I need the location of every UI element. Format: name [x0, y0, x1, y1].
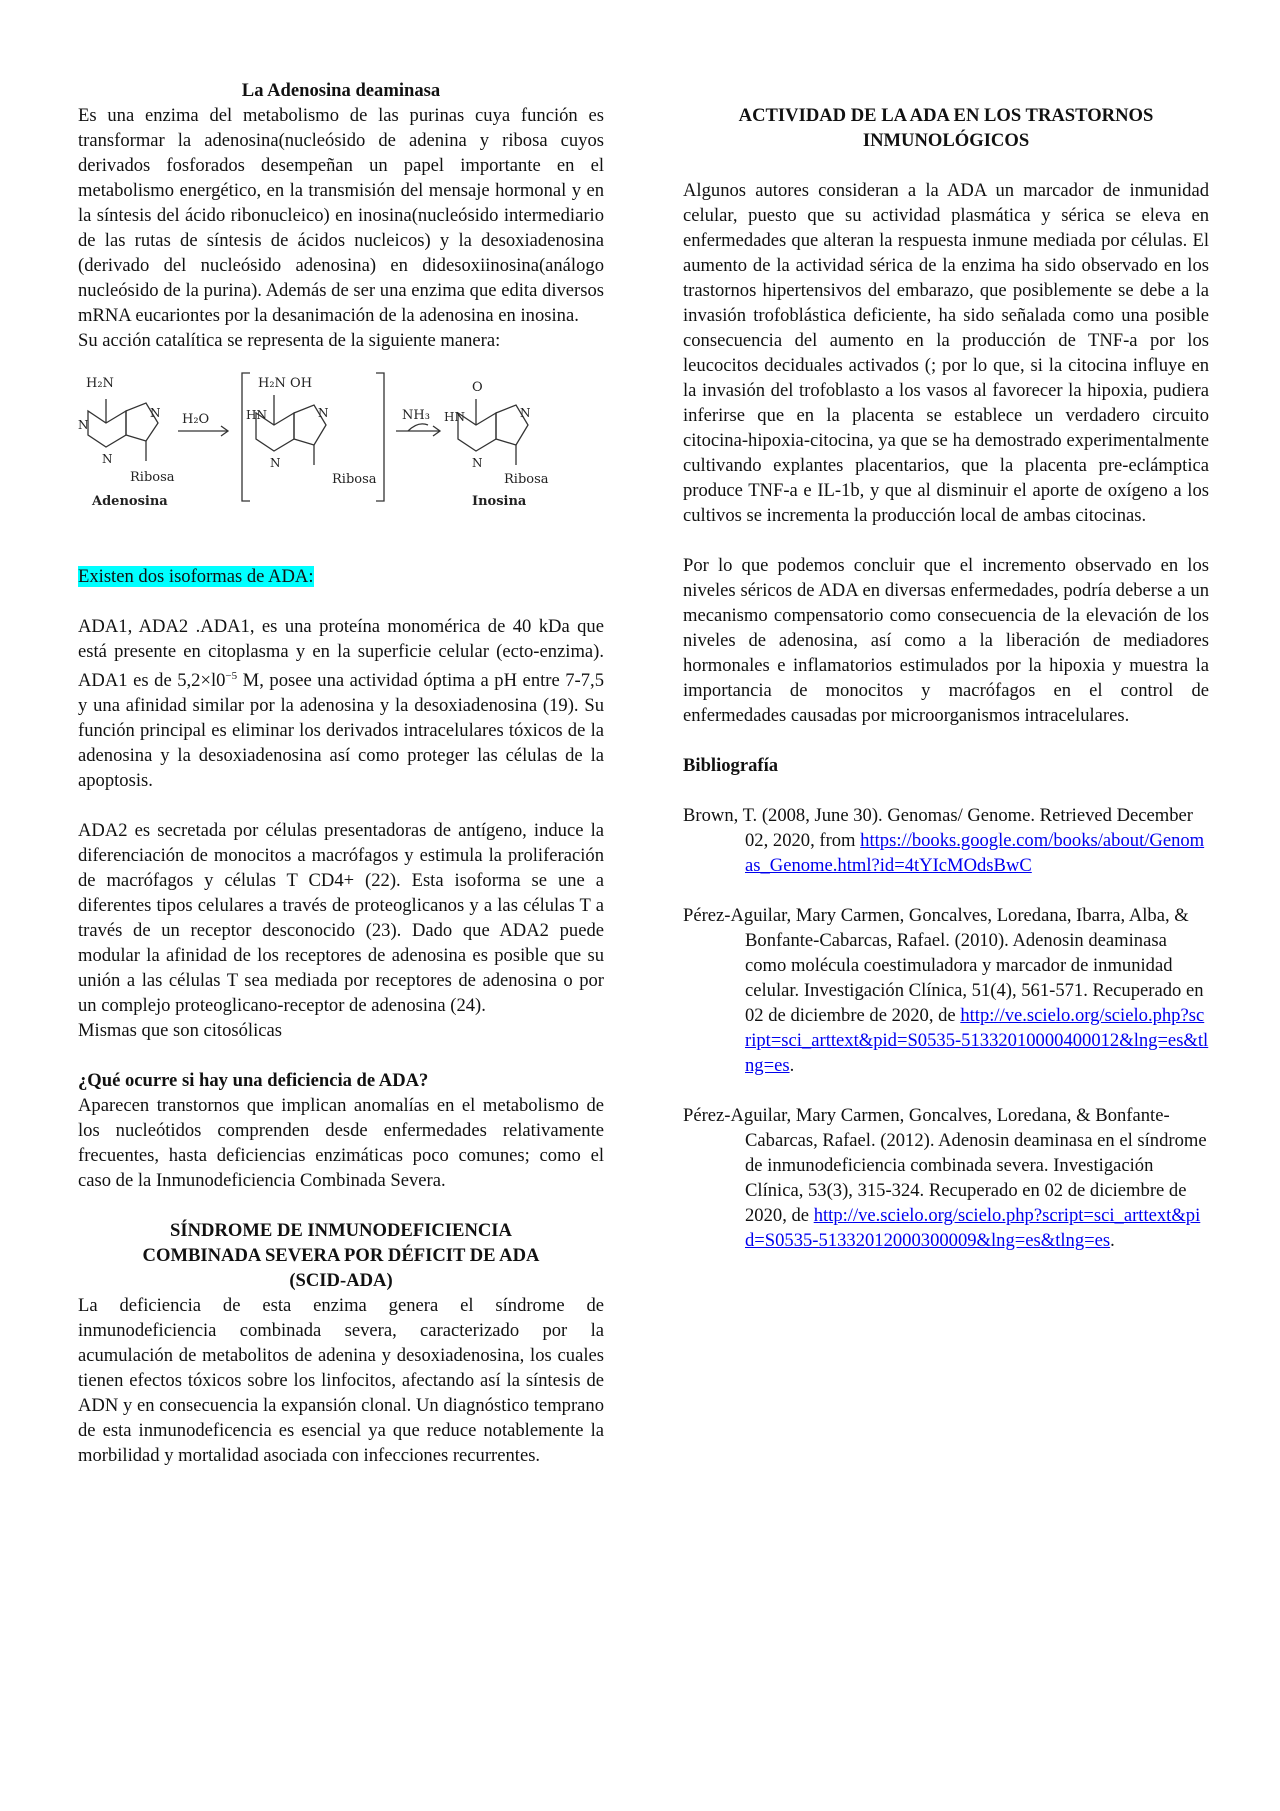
reference-3	[683, 1103, 1209, 1253]
ada1-text-a: ADA1, ADA2 .ADA1, es una proteína monomérica de 40 kDa que está presente en citoplasma y en la superficie celular (ecto-enzima). ADA1 es de 5,2×l0	[78, 616, 604, 692]
ribosa-label: Ribosa	[332, 472, 377, 487]
water-label: H₂O	[182, 412, 210, 427]
n-label: N	[78, 418, 89, 432]
reference-1-text: Brown, T. (2008, June 30). Genomas/ Genome. Retrieved December 02, 2020, from	[683, 805, 1193, 851]
deficiency-question: ¿Qué ocurre si hay una deficiencia de ADA?	[78, 1070, 429, 1092]
ada1-exponent: −5	[225, 670, 238, 682]
deficiency-paragraph: Aparecen transtornos que implican anomalías en el metabolismo de los nucleótidos comprenden desde enfermedades relativamente frecuentes, hasta deficiencias enzimáticas poco comunes; como el caso de la Inmunodeficiencia Combinada Severa.	[78, 1095, 604, 1192]
hn-label: HN	[444, 410, 465, 424]
reference-3-text: Pérez-Aguilar, Mary Carmen, Goncalves, Loredana, & Bonfante-Cabarcas, Rafael. (2012). Adenosin deaminasa en el síndrome de inmunodeficiencia combinada severa. Investigación Clínica, 53(3), 315-324. Recuperado en 02 de diciembre de 2020, de	[683, 1105, 1207, 1226]
ribosa-label: Ribosa	[504, 472, 549, 487]
isoforms-heading-line	[78, 564, 604, 589]
ribosa-label: Ribosa	[130, 470, 175, 485]
right-column	[683, 78, 1209, 1278]
reaction-scheme-figure	[78, 365, 604, 543]
cytosolic-line: Mismas que son citosólicas	[78, 1020, 282, 1042]
adenosine-amino-label: H₂N	[86, 376, 114, 391]
reference-1-link[interactable]: https://books.google.com/books/about/Genomas_Genome.html?id=4tYIcMOdsBwC	[745, 830, 1205, 876]
scid-paragraph: La deficiencia de esta enzima genera el síndrome de inmunodeficiencia combinada severa, caracterizado por la acumulación de metabolitos de adenina y desoxiadenosina, los cuales tienen efectos tóxicos sobre los linfocitos, afectando así la síntesis de ADN y en consecuencia la expansión clonal. Un diagnóstico temprano de esta inmunodeficencia es esencial ya que reduce notablemente la morbilidad y mortalidad asociada con infecciones recurrentes.	[78, 1295, 604, 1467]
conclusion-paragraph: Por lo que podemos concluir que el incremento observado en los niveles séricos de ADA en diversas enfermedades, podría deberse a un mecanismo compensatorio como consecuencia de la elevación de los niveles de adenosina, así como a la liberación de mediadores hormonales e inflamatorios estimulados por la hipoxia y muestra la importancia de monocitos y macrófagos en el control de enfermedades causadas por microorganismos intracelulares.	[683, 555, 1209, 726]
reference-2	[683, 903, 1209, 1078]
bibliography-title: Bibliografía	[683, 755, 779, 776]
section-title-actividad: ACTIVIDAD DE LA ADA EN LOS TRASTORNOS INMUNOLÓGICOS	[738, 105, 1154, 151]
catalytic-sentence: Su acción catalítica se representa de la siguiente manera:	[78, 330, 501, 351]
adenosina-label: Adenosina	[92, 494, 168, 509]
scid-title: SÍNDROME DE INMUNODEFICIENCIA COMBINADA SEVERA POR DÉFICIT DE ADA (SCID-ADA)	[142, 1220, 540, 1292]
actividad-paragraph: Algunos autores consideran a la ADA un marcador de inmunidad celular, puesto que su actividad plasmática y sérica se eleva en enfermedades que alteran la respuesta inmune mediada por células. El aumento de la actividad sérica de la enzima ha sido observado en los trastornos hipertensivos del embarazo, que posiblemente se debe a la invasión trofoblástica deficiente, ha sido señalada como una posible consecuencia del aumento en la producción de TNF-a por los leucocitos deciduales activados (; por lo que, si la citocina influye en la invasión del trofoblasto a los vasos al favorecer la hipoxia, pudiera inferirse que en la placenta se establece un verdadero circuito citocina-hipoxia-citocina, ya que se ha demostrado experimentalmente cultivando explantes placentarios, que la placenta pre-eclámptica produce TNF-a e IL-1b, y que al disminuir el aporte de oxígeno a los cultivos se incrementa la producción local de ambas citocinas.	[683, 180, 1209, 526]
n-label: N	[150, 406, 161, 420]
n-label: N	[270, 456, 281, 470]
reference-2-text: Pérez-Aguilar, Mary Carmen, Goncalves, Loredana, Ibarra, Alba, & Bonfante-Cabarcas, Rafael. (2010). Adenosin deaminasa como molécula coestimuladora y marcador de inmunidad celular. Investigación Clínica, 51(4), 561-571. Recuperado en 02 de diciembre de 2020, de	[683, 905, 1204, 1026]
n-label: N	[472, 456, 483, 470]
ada1-text-b: M, posee una actividad óptima a pH entre 7-7,5 y una afinidad similar por la adenosina y la desoxiadenosina (19). Su función principal es eliminar los derivados intracelulares tóxicos de la adenosina y la desoxiadenosina así como proteger las células de la apoptosis.	[78, 670, 604, 792]
n-label: N	[318, 406, 329, 420]
ada1-paragraph	[78, 614, 604, 793]
reference-1	[683, 803, 1209, 878]
ada2-paragraph: ADA2 es secretada por células presentadoras de antígeno, induce la diferenciación de monocitos a macrófagos y estimula la proliferación de macrófagos y células T CD4+ (22). Esta isoforma se une a diferentes tipos celulares a través de proteoglicanos y a las células T a través de un receptor desconocido (23). Dado que ADA2 puede modular la afinidad de los receptores de adenosina es posible que su unión a las células T sea mediada por receptores de adenosina o por un complejo proteoglicano-receptor de adenosina (24).	[78, 820, 604, 1017]
intermediate-groups-label: H₂N OH	[258, 376, 313, 391]
reference-3-link[interactable]: http://ve.scielo.org/scielo.php?script=sci_arttext&pid=S0535-51332012000300009&lng=es&tlng=es	[745, 1205, 1201, 1251]
left-column	[78, 78, 604, 1468]
inosina-label: Inosina	[472, 494, 527, 509]
n-label: N	[102, 452, 113, 466]
hn-label: HN	[246, 408, 267, 422]
intro-paragraph: Es una enzima del metabolismo de las purinas cuya función es transformar la adenosina(nucleósido de adenina y ribosa cuyos derivados fosforados desempeñan un papel importante en el metabolismo energético, en la transmisión del mensaje hormonal y en la síntesis del ácido ribonucleico) en inosina(nucleósido intermediario de las rutas de síntesis de ácidos nucleicos) y la desoxiadenosina (derivado del nucleósido adenosina) en didesoxiinosina(análogo nucleósido de la purina). Además de ser una enzima que edita diversos mRNA eucariontes por la desanimación de la adenosina en inosina.	[78, 105, 604, 326]
isoforms-heading: Existen dos isoformas de ADA:	[78, 566, 314, 587]
reference-3-period: .	[1110, 1230, 1115, 1251]
section-title-adenosina: La Adenosina deaminasa	[241, 80, 441, 101]
reference-2-link[interactable]: http://ve.scielo.org/scielo.php?script=sci_arttext&pid=S0535-51332010000400012&lng=es&tlng=es	[745, 1005, 1209, 1076]
oxo-label: O	[472, 380, 483, 395]
reference-2-period: .	[789, 1055, 795, 1076]
n-label: N	[520, 406, 531, 420]
ammonia-label: NH₃	[402, 408, 430, 423]
